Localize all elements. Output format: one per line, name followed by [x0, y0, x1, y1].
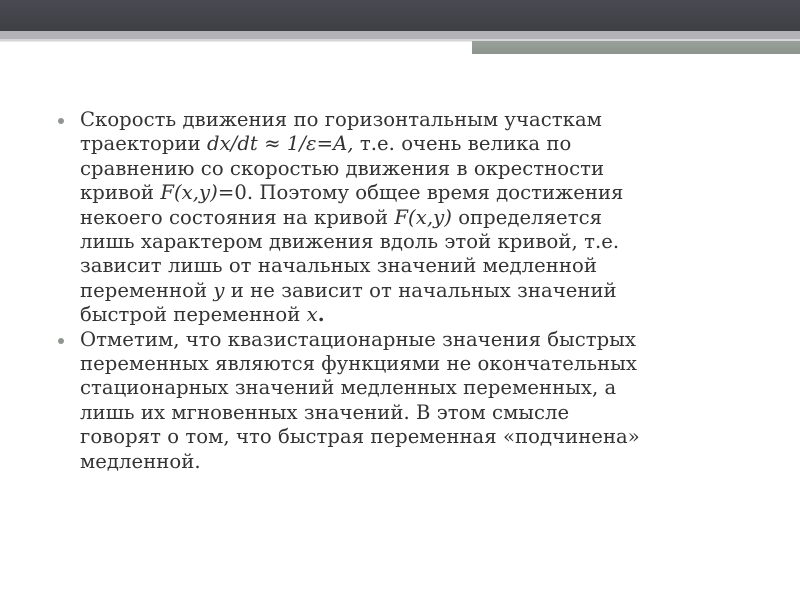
text-run: Скорость движения по горизонтальным участкам	[80, 108, 602, 131]
text-run: стационарных значений медленных переменных, а	[80, 376, 617, 400]
italic-math-run: F(x,y)	[160, 181, 218, 205]
text-line	[80, 132, 758, 156]
text-line	[80, 376, 758, 400]
text-line	[80, 425, 758, 449]
bullet-item	[58, 328, 758, 474]
bullet-dot-icon	[58, 118, 64, 124]
text-run: сравнению со скоростью движения в окрестности	[80, 156, 605, 180]
text-line	[80, 328, 758, 352]
text-line	[80, 206, 758, 230]
text-run: переменной	[80, 278, 214, 302]
text-run: зависит лишь от начальных значений медленной	[80, 254, 597, 278]
header-accent-bar	[472, 41, 800, 54]
header-gray-band	[0, 31, 800, 39]
bullet-item	[58, 108, 758, 328]
bold-run: .	[317, 303, 325, 327]
text-run: говорят о том, что быстрая переменная «подчинена»	[80, 425, 640, 449]
text-run: =0. Поэтому общее время достижения	[217, 181, 624, 205]
text-run: лишь характером движения вдоль этой кривой, т.е.	[80, 230, 620, 254]
text-run: т.е. очень велика по	[353, 132, 572, 156]
text-run: кривой	[80, 181, 161, 205]
text-run: траектории	[80, 132, 207, 156]
text-run: и не зависит от начальных значений	[224, 278, 617, 302]
text-run: быстрой переменной	[80, 303, 307, 327]
text-run: определяется	[451, 205, 603, 229]
bullet-dot-icon	[58, 338, 64, 344]
text-run: Отметим, что квазистационарные значения быстрых	[80, 327, 636, 351]
italic-math-run: F(x,y)	[394, 205, 452, 229]
text-line	[80, 279, 758, 303]
bullet-text	[80, 328, 758, 474]
text-run: медленной.	[80, 449, 201, 473]
italic-math-run: y	[213, 278, 225, 302]
text-line	[80, 230, 758, 254]
italic-math-run: x	[306, 303, 318, 327]
header-dark-band	[0, 0, 800, 31]
slide-body	[58, 108, 758, 474]
text-line	[80, 108, 758, 132]
text-line	[80, 181, 758, 205]
text-run: некоего состояния на кривой	[80, 205, 395, 229]
text-line	[80, 401, 758, 425]
text-line	[80, 254, 758, 278]
bullet-text	[80, 108, 758, 328]
text-run: переменных являются функциями не окончательных	[80, 352, 637, 376]
text-line	[80, 352, 758, 376]
text-line	[80, 157, 758, 181]
text-run: лишь их мгновенных значений. В этом смысле	[80, 400, 570, 424]
text-line	[80, 303, 758, 327]
text-line	[80, 450, 758, 474]
italic-math-run: dx/dt ≈ 1/ε=A,	[206, 132, 354, 156]
